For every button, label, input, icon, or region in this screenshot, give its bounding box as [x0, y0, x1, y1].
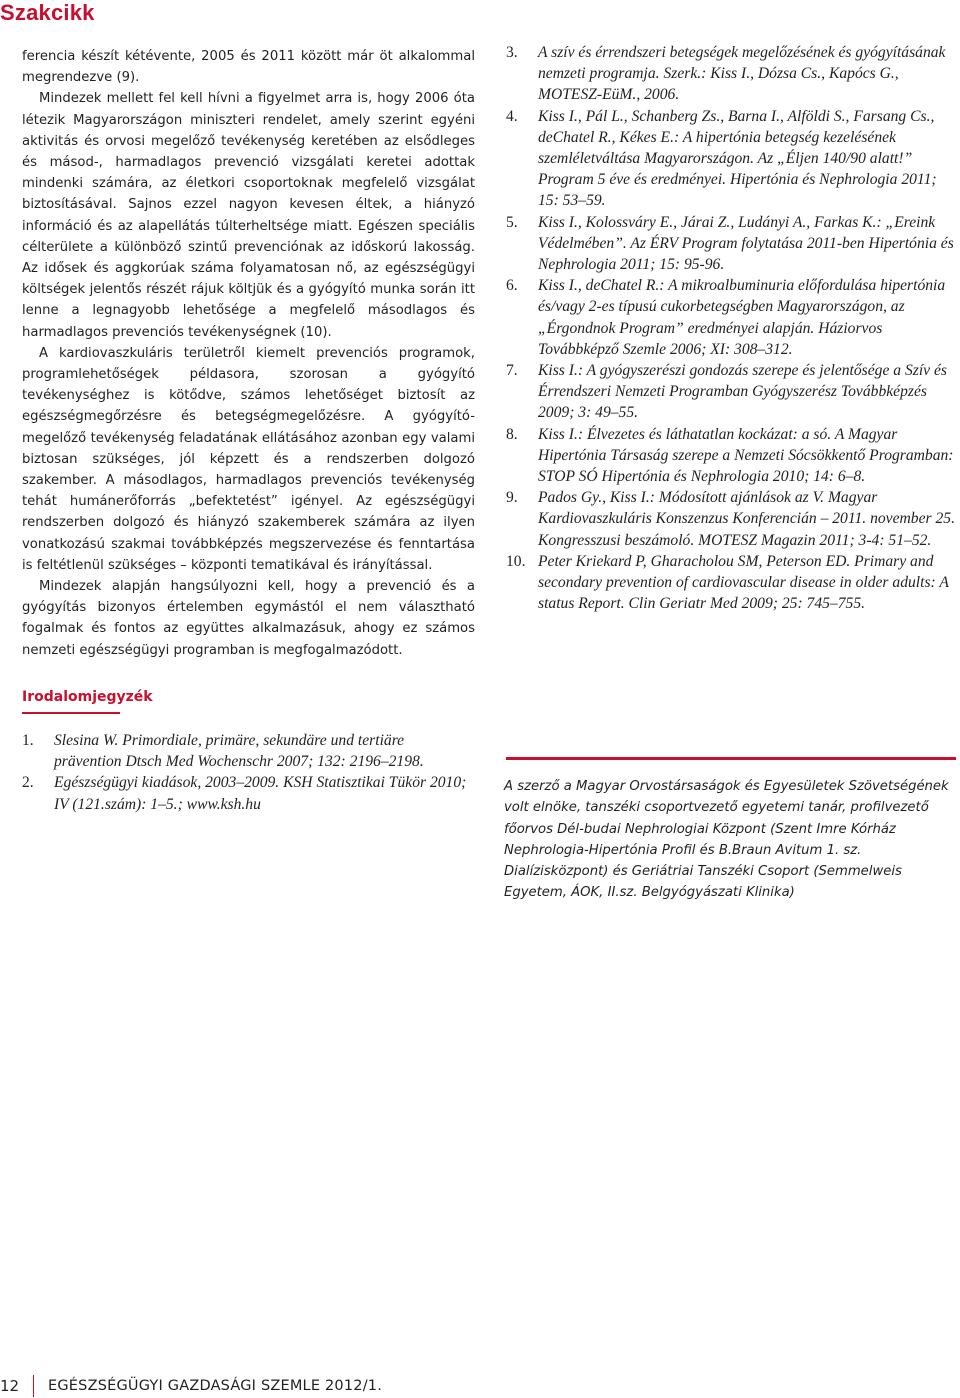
journal-title: EGÉSZSÉGÜGYI GAZDASÁGI SZEMLE 2012/1. [48, 1378, 383, 1394]
body-paragraph: Mindezek alapján hangsúlyozni kell, hogy a prevenció és a gyógyítás bizonyos értelemben egymástól el nem választható fogalmak és fontos az együttes alkalmazásuk, ahogy ez számos nemzeti egészségügyi programban is megfogalmazódott. [22, 579, 475, 658]
reference-item [22, 730, 475, 772]
reference-number: 8. [506, 425, 518, 443]
page-number: 12 [0, 1377, 20, 1395]
author-note-divider [506, 757, 956, 760]
reference-item [506, 424, 956, 488]
body-paragraph: A kardiovaszkuláris területről kiemelt prevenciós programok, programlehetőségek példasora, szorosan a gyógyító tevékenységhez is kötődve, számos lehetőséget biztosít az egészségmegőrzésre és betegségmegelőzésre. A gyógyító-megelőző tevékenység feladatának ellátásához azonban egy valami biztosan szükséges, jól képzett és a rendszerben dolgozó szakember. A másodlagos, harmadlagos prevenciós tevékenység tehát humánerőforrás „befektetést” igényel. Az egészségügyi rendszerben dolgozó és hiányzó szakemberek számára az ilyen vonatkozású szakmai továbbképzés megszervezése és fenntartása is feltétlenül szükséges – központi tematikával és irányítással. [22, 345, 475, 573]
reference-number: 6. [506, 277, 518, 295]
body-paragraph: Mindezek mellett fel kell hívni a figyelmet arra is, hogy 2006 óta létezik Magyarországon miniszteri rendelet, amely szerint egyéni aktivitás és orvosi megelőző tevékenység keretében az elsődleges és másod-, harmadlagos prevenció vizsgálati keretei adottak mindenki számára, az életkori csoportoknak megfelelő vizsgálat biztosításával. Sajnos ezzel nagyon kevesen éltek, a hiányzó információ és az alapellátás túlterheltsége miatt. Egészen speciális célterülete a különböző szintű prevenciónak az időskorú lakosság. Az idősek és aggkorúak száma folyamatosan nő, az egészségügyi költségek jelentős részét rájuk költjük és a gyógyító munka során itt lenne a legnagyobb lehetősége a megfelelő másodlagos és harmadlagos prevenciós tevékenységnek (10). [22, 91, 475, 340]
reference-number: 5. [506, 213, 518, 231]
left-column [22, 46, 475, 815]
reference-text: Egészségügyi kiadások, 2003–2009. KSH Statisztikai Tükör 2010; IV (121.szám): 1–5.; www.ksh.hu [54, 774, 467, 813]
page-footer [0, 1375, 382, 1397]
reference-item [506, 212, 956, 276]
reference-item [506, 42, 956, 106]
author-note: A szerző a Magyar Orvostársaságok és Egyesületek Szövetségének volt elnöke, tanszéki csoportvezető egyetemi tanár, profilvezető főorvos Dél-budai Nephrologiai Központ (Szent Imre Kórház Nephrologia-Hipertónia Profil és B.Braun Avitum 1. sz. Dialízisközpont) és Geriátriai Tanszéki Csoport (Semmelweis Egyetem, ÁOK, II.sz. Belgyógyászati Klinika) [504, 779, 949, 901]
reference-text: Kiss I., Kolossváry E., Járai Z., Ludányi A., Farkas K.: „Ereink Védelmében”. Az ÉRV Program folytatása 2011-ben Hipertónia és Nephrologia 2011; 15: 95-96. [538, 213, 954, 274]
reference-number: 10. [506, 552, 526, 570]
reference-number: 4. [506, 107, 518, 125]
reference-list-left [22, 730, 475, 815]
reference-number: 9. [506, 489, 518, 507]
reference-text: Kiss I., Pál L., Schanberg Zs., Barna I., Alföldi S., Farsang Cs., deChatel R., Kékes E.: A hipertónia betegség kezelésének szemléletváltása Magyarországon. Az „Éljen 140/90 alatt!” Program 5 éve és eredményei. Hipertónia és Nephrologia 2011; 15: 53–59. [538, 107, 937, 210]
reference-number: 2. [22, 774, 34, 792]
reference-text: Peter Kriekard P, Gharacholou SM, Peterson ED. Primary and secondary prevention of cardiovascular disease in older adults: A status Report. Clin Geriatr Med 2009; 25: 745–755. [538, 552, 949, 613]
reference-item [506, 360, 956, 424]
reference-item [22, 772, 475, 814]
reference-text: Kiss I.: A gyógyszerészi gondozás szerepe és jelentősége a Szív és Érrendszeri Nemzeti Programban Gyógyszerész Továbbképzés 2009; 3: 49–55. [538, 362, 947, 422]
reference-number: 3. [506, 44, 518, 61]
references-heading-underline [22, 712, 120, 714]
reference-text: A szív és érrendszeri betegségek megelőzésének és gyógyításának nemzeti programja. Szerk.: Kiss I., Dózsa Cs., Kapócs G., MOTESZ-EüM., 2006. [538, 44, 946, 104]
reference-text: Pados Gy., Kiss I.: Módosított ajánlások az V. Magyar Kardiovaszkuláris Konszenzus Konferencián – 2011. november 25. Kongresszusi beszámoló. MOTESZ Magazin 2011; 3-4: 51–52. [538, 489, 955, 549]
reference-number: 1. [22, 731, 34, 749]
reference-item [506, 275, 956, 360]
reference-list-right [506, 42, 956, 614]
reference-text: Slesina W. Primordiale, primäre, sekundäre und tertiäre prävention Dtsch Med Wochenschr 2007; 132: 2196–2198. [54, 731, 424, 771]
body-paragraph: ferencia készít kétévente, 2005 és 2011 között már öt alkalommal megrendezve (9). [22, 49, 475, 86]
reference-item [506, 487, 956, 551]
reference-text: Kiss I.: Élvezetes és láthatatlan kockázat: a só. A Magyar Hipertónia Társaság szerepe a Nemzeti Sócsökkentő Programban: STOP SÓ Hipertónia és Nephrologia 2010; 14: 6–8. [538, 425, 954, 486]
footer-divider [33, 1375, 34, 1397]
reference-item [506, 551, 956, 615]
reference-text: Kiss I., deChatel R.: A mikroalbuminuria előfordulása hipertónia és/vagy 2-es típusú cukorbetegségben Magyarországon, az „Érgondnok Program” eredményei alapján. Háziorvos Továbbképző Szemle 2006; XI: 308–312. [538, 277, 946, 358]
section-title: Szakcikk [0, 0, 95, 25]
reference-number: 7. [506, 362, 518, 380]
article-body [22, 46, 475, 661]
right-column [506, 42, 956, 614]
reference-item [506, 106, 956, 212]
references-heading: Irodalomjegyzék [22, 688, 153, 705]
